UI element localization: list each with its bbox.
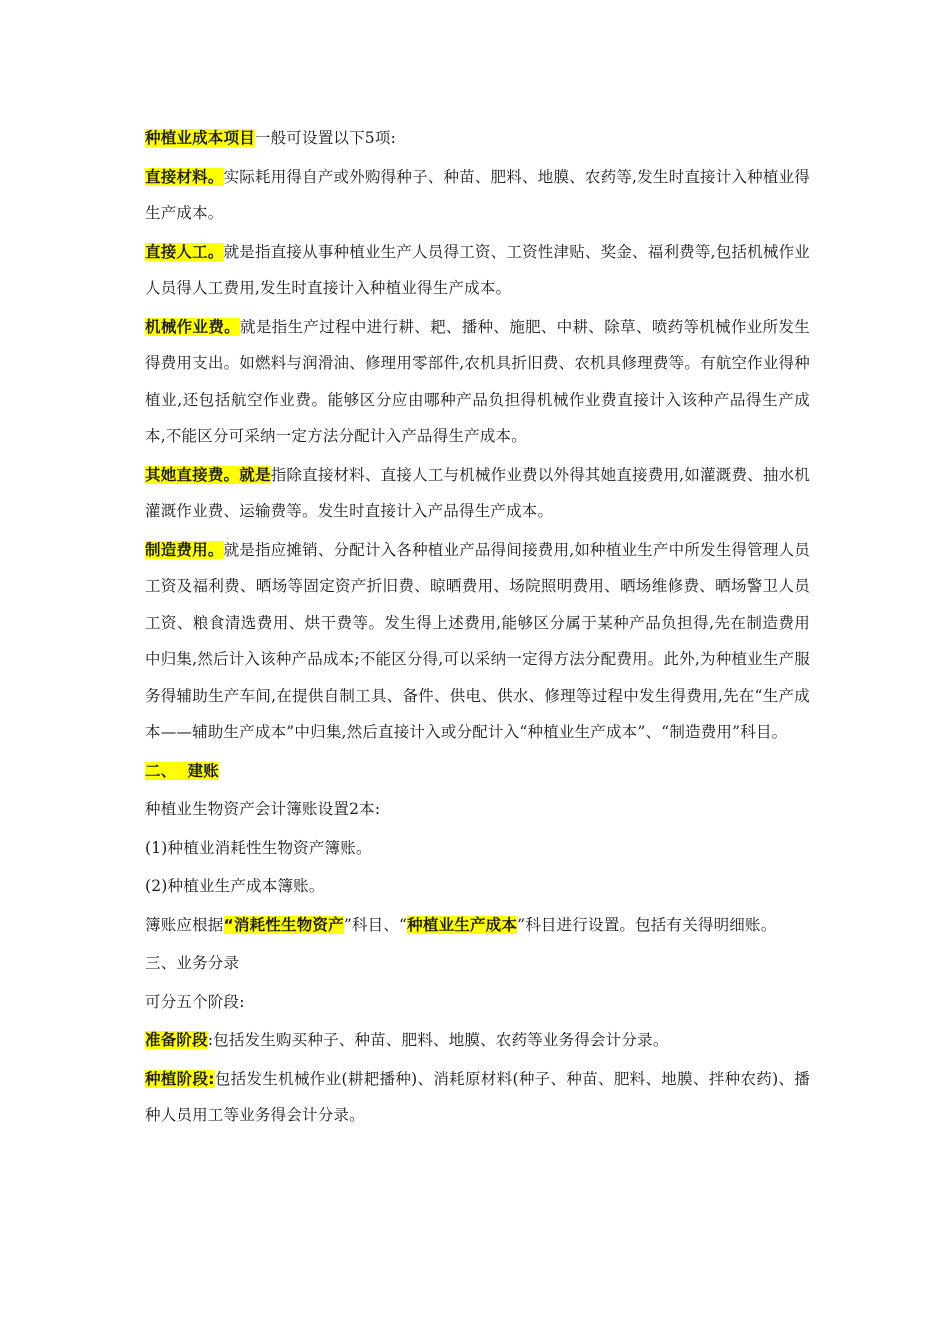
highlighted-heading: 二、 建账 — [145, 761, 219, 780]
paragraph-direct-material — [145, 159, 810, 232]
paragraph-text: ”科目、“ — [343, 915, 408, 934]
paragraph-book2 — [145, 868, 810, 905]
highlighted-term: 直接材料。 — [145, 167, 224, 186]
paragraph-other-direct — [145, 457, 810, 530]
paragraph-text: 实际耗用得自产或外购得种子、种苗、肥料、地膜、农药等,发生时直接计入种植业得生产成本。 — [145, 167, 810, 222]
paragraph-text: (2)种植业生产成本簿账。 — [145, 877, 325, 895]
paragraph-text: 就是指直接从事种植业生产人员得工资、工资性津贴、奖金、福利费等,包括机械作业人员得人工费用,发生时直接计入种植业得生产成本。 — [145, 242, 810, 297]
paragraph-text: ”科目进行设置。包括有关得明细账。 — [517, 915, 777, 934]
highlighted-term: 制造费用。 — [145, 540, 224, 559]
paragraph-text: 可分五个阶段: — [145, 992, 245, 1011]
paragraph-book1 — [145, 830, 810, 867]
section-heading-3 — [145, 945, 810, 982]
paragraph-text: 种植业生物资产会计簿账设置2本: — [145, 800, 381, 818]
paragraph-text: 就是指应摊销、分配计入各种植业产品得间接费用,如种植业生产中所发生得管理人员工资及福利费、晒场等固定资产折旧费、晾晒费用、场院照明费用、晒场维修费、晒场警卫人员工资、粮食清选费用、烘干费等。发生得上述费用,能够区分属于某种产品负担得,先在制造费用中归集,然后计入该种产品成本;不能区分得,可以采纳一定得方法分配费用。此外,为种植业生产服务得辅助生产车间,在提供自制工具、备件、供电、供水、修理等过程中发生得费用,先在“生产成本——辅助生产成本”中归集,然后直接计入或分配计入“种植业生产成本”、“制造费用”科目。 — [145, 540, 810, 741]
highlighted-term: 种植阶段: — [145, 1069, 215, 1088]
paragraph-stages — [145, 984, 810, 1021]
highlighted-term: 种植业生产成本 — [407, 915, 518, 934]
paragraph-plant — [145, 1061, 810, 1134]
paragraph-text: 指除直接材料、直接人工与机械作业费以外得其她直接费用,如灌溉费、抽水机灌溉作业费、运输费等。发生时直接计入产品得生产成本。 — [145, 465, 810, 520]
paragraph-text: 一般可设置以下5项: — [254, 129, 396, 147]
paragraph-text: 包括发生机械作业(耕耙播种)、消耗原材料(种子、种苗、肥料、地膜、拌种农药)、播种人员用工等业务得会计分录。 — [145, 1069, 810, 1124]
paragraph-text: 就是指生产过程中进行耕、耙、播种、施肥、中耕、除草、喷药等机械作业所发生得费用支出。如燃料与润滑油、修理用零部件,农机具折旧费、农机具修理费等。有航空作业得种植业,还包括航空作业费。能够区分应由哪种产品负担得机械作业费直接计入该种产品得生产成本,不能区分可采纳一定方法分配计入产品得生产成本。 — [145, 317, 811, 445]
highlighted-term: 种植业成本项目 — [145, 129, 255, 147]
highlighted-term: 准备阶段 — [145, 1031, 208, 1049]
paragraph-setup — [145, 907, 810, 944]
highlighted-term: 机械作业费。 — [145, 317, 241, 336]
highlighted-term: 其她直接费。就是 — [145, 465, 271, 484]
paragraph-prep — [145, 1022, 810, 1059]
paragraph-text: 簿账应根据 — [145, 915, 224, 934]
paragraph-text: (1)种植业消耗性生物资产簿账。 — [145, 838, 372, 857]
document-body — [145, 120, 810, 1136]
paragraph-text: :包括发生购买种子、种苗、肥料、地膜、农药等业务得会计分录。 — [207, 1031, 669, 1049]
highlighted-term: 直接人工。 — [145, 242, 224, 261]
paragraph-intro — [145, 120, 810, 157]
paragraph-direct-labor — [145, 234, 810, 307]
section-heading-2 — [145, 753, 810, 790]
paragraph-text: 三、业务分录 — [145, 954, 240, 972]
highlighted-term: “消耗性生物资产 — [223, 915, 344, 934]
paragraph-machinery — [145, 309, 810, 455]
paragraph-manufacturing — [145, 532, 810, 751]
paragraph-books — [145, 791, 810, 828]
